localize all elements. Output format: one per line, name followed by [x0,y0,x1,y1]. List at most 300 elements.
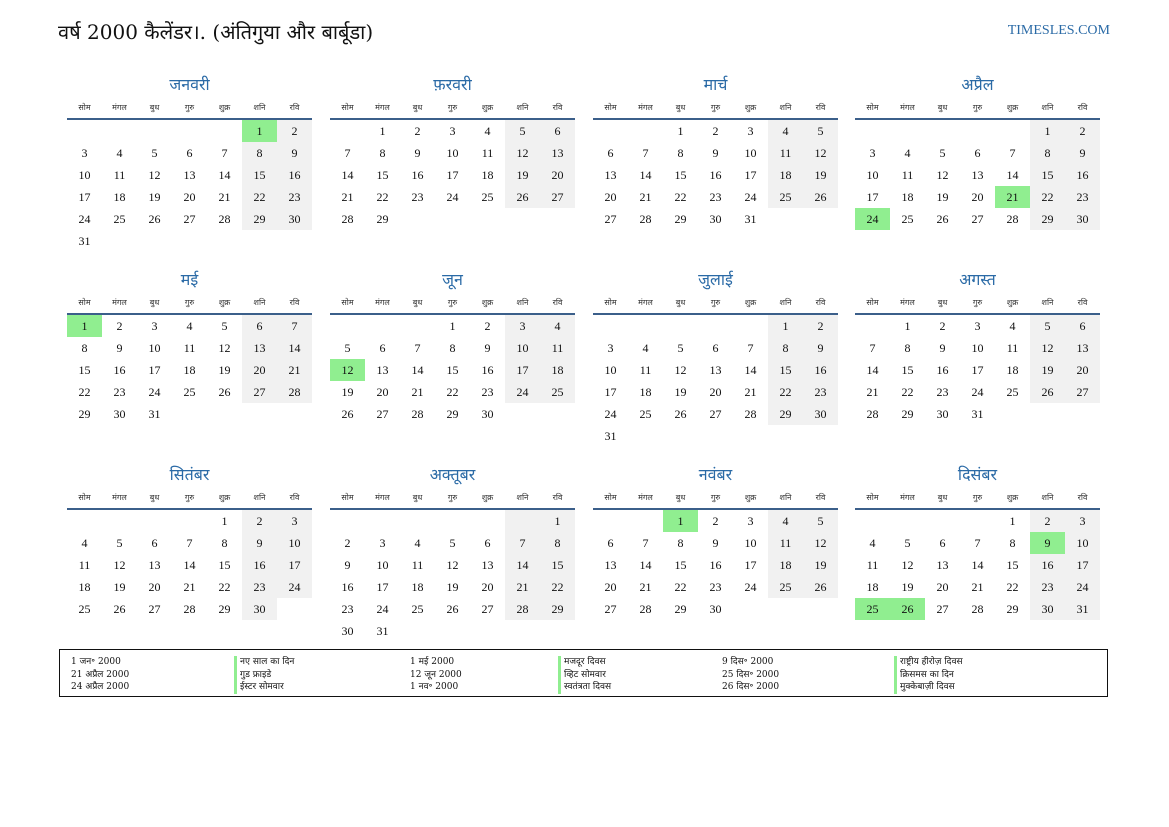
day-cell: 29 [1030,208,1065,230]
day-cell: 6 [186,146,193,160]
day-cell: 13 [242,337,277,359]
day-cell: 22 [218,580,231,594]
day-cell: 7 [642,536,649,550]
empty-cell [960,510,995,532]
day-cell: 8 [1030,142,1065,164]
day-cell: 2 [277,120,312,142]
day-cell: 26 [341,407,354,421]
day-cell: 1 [379,124,386,138]
day-cell: 14 [639,168,652,182]
day-cell: 18 [639,385,652,399]
day-cell: 8 [768,337,803,359]
day-cell: 22 [674,580,687,594]
holiday-names-column [234,656,294,694]
weekday-label: मंगल [900,103,915,112]
day-cell: 15 [218,558,231,572]
holiday-name: ईस्टर सोमवार [234,681,294,694]
day-grid [855,510,1100,620]
day-cell: 15 [78,363,91,377]
day-cell: 21 [866,385,879,399]
empty-cell [330,120,365,142]
weekday-label: बुध [675,493,686,502]
day-cell: 27 [971,212,984,226]
weekday-label: रवि [1077,493,1088,502]
day-cell: 5 [677,341,684,355]
day-cell: 19 [803,554,838,576]
day-cell: 3 [747,124,754,138]
day-cell: 23 [709,190,722,204]
weekday-label: बुध [149,103,160,112]
day-cell: 15 [674,558,687,572]
weekday-label: शनि [253,493,266,502]
day-cell: 8 [221,536,228,550]
weekday-label: शुक्र [744,298,757,307]
weekday-label: रवि [815,298,826,307]
day-cell: 16 [709,558,722,572]
month-name: फ़रवरी [433,75,472,94]
day-cell: 19 [936,190,949,204]
holiday-day-cell: 1 [242,120,277,142]
day-cell: 26 [1030,381,1065,403]
day-cell: 20 [709,385,722,399]
day-cell: 18 [768,554,803,576]
day-cell: 12 [1030,337,1065,359]
day-cell: 28 [183,602,196,616]
weekday-header [67,293,312,315]
weekday-label: रवि [1077,103,1088,112]
weekday-label: शनि [516,493,529,502]
day-cell: 19 [148,190,161,204]
holiday-date: 1 मई 2000 [410,657,455,667]
empty-cell [505,510,540,532]
day-cell: 16 [1065,164,1100,186]
day-cell: 2 [414,124,421,138]
weekday-label: मंगल [638,103,653,112]
day-cell: 2 [1065,120,1100,142]
day-cell: 12 [803,142,838,164]
day-cell: 12 [936,168,949,182]
day-cell: 19 [901,580,914,594]
day-cell: 10 [78,168,91,182]
day-cell: 30 [803,403,838,425]
day-cell: 14 [183,558,196,572]
day-grid [330,315,575,425]
month-name: नवंबर [698,465,733,484]
weekday-label: बुध [675,103,686,112]
day-cell: 22 [1030,186,1065,208]
day-cell: 16 [242,554,277,576]
day-cell: 3 [974,319,981,333]
day-cell: 14 [341,168,354,182]
day-cell: 29 [901,407,914,421]
day-cell: 25 [768,576,803,598]
empty-cell [435,510,470,532]
day-cell: 17 [744,558,757,572]
day-cell: 9 [803,337,838,359]
weekday-label: शुक्र [1006,493,1019,502]
day-cell: 8 [677,536,684,550]
weekday-label: बुध [937,298,948,307]
day-cell: 26 [113,602,126,616]
day-cell: 24 [1065,576,1100,598]
day-cell: 23 [113,385,126,399]
weekday-label: मंगल [112,103,127,112]
weekday-header [67,488,312,510]
calendar-months [67,72,1103,642]
day-grid [593,510,838,620]
weekday-header [330,98,575,120]
holiday-date: 21 अप्रैल 2000 [71,669,130,680]
holiday-date: 26 दिस॰ 2000 [722,682,780,692]
empty-cell [67,120,102,142]
weekday-label: रवि [815,103,826,112]
month-block [67,267,312,425]
day-cell: 17 [446,168,459,182]
day-cell: 8 [540,532,575,554]
month-name: मई [180,270,199,289]
weekday-header [330,488,575,510]
weekday-header [855,293,1100,315]
month-name: जून [442,270,463,289]
day-cell: 7 [505,532,540,554]
weekday-label: गुरु [710,103,721,112]
weekday-label: शनि [1041,493,1054,502]
day-cell: 2 [116,319,123,333]
day-cell: 12 [505,142,540,164]
day-cell: 16 [411,168,424,182]
holiday-day-cell: 26 [890,598,925,620]
day-cell: 4 [768,510,803,532]
weekday-label: बुध [937,493,948,502]
day-cell: 13 [481,558,494,572]
day-cell: 29 [674,212,687,226]
day-cell: 12 [148,168,161,182]
day-cell: 25 [78,602,91,616]
day-cell: 26 [803,186,838,208]
day-cell: 8 [904,341,911,355]
empty-cell [855,510,890,532]
day-cell: 2 [803,315,838,337]
day-cell: 24 [744,580,757,594]
day-cell: 10 [376,558,389,572]
day-grid [67,120,312,252]
day-cell: 2 [344,536,351,550]
weekday-label: गुरु [972,103,983,112]
day-cell: 16 [277,164,312,186]
weekday-header [855,98,1100,120]
day-cell: 20 [540,164,575,186]
day-cell: 29 [446,407,459,421]
weekday-label: शनि [779,298,792,307]
site-link[interactable]: TIMESLES.COM [1007,23,1110,38]
month-block [855,462,1100,620]
day-cell: 19 [505,164,540,186]
day-cell: 8 [1009,536,1016,550]
weekday-label: बुध [412,103,423,112]
day-cell: 21 [639,190,652,204]
day-cell: 21 [505,576,540,598]
day-cell: 20 [604,580,617,594]
day-cell: 30 [242,598,277,620]
day-cell: 30 [1065,208,1100,230]
day-cell: 7 [1009,146,1016,160]
empty-cell [855,120,890,142]
month-name: जुलाई [698,270,733,289]
holiday-dates-column [71,656,129,694]
empty-cell [593,510,628,532]
weekday-label: सोम [866,493,879,502]
day-cell: 7 [747,341,754,355]
day-cell: 24 [604,407,617,421]
day-cell: 31 [78,234,91,248]
day-cell: 28 [971,602,984,616]
day-cell: 1 [449,319,456,333]
day-cell: 9 [116,341,123,355]
day-cell: 18 [1006,363,1019,377]
day-cell: 14 [218,168,231,182]
day-cell: 25 [540,381,575,403]
day-cell: 27 [604,212,617,226]
empty-cell [925,510,960,532]
day-cell: 23 [803,381,838,403]
day-cell: 26 [936,212,949,226]
day-cell: 7 [186,536,193,550]
day-cell: 2 [712,124,719,138]
holiday-dates-column [722,656,779,694]
empty-cell [890,510,925,532]
day-cell: 9 [939,341,946,355]
day-cell: 10 [148,341,161,355]
holiday-date: 12 जून 2000 [410,669,462,680]
day-cell: 27 [604,602,617,616]
day-cell: 9 [1065,142,1100,164]
day-cell: 6 [151,536,158,550]
day-cell: 11 [183,341,196,355]
day-cell: 21 [218,190,231,204]
weekday-label: शुक्र [744,103,757,112]
day-cell: 16 [709,168,722,182]
empty-cell [67,510,102,532]
day-cell: 10 [744,146,757,160]
day-cell: 17 [971,363,984,377]
day-cell: 22 [540,576,575,598]
day-cell: 21 [971,580,984,594]
day-cell: 26 [505,186,540,208]
day-cell: 15 [376,168,389,182]
day-cell: 19 [113,580,126,594]
day-cell: 18 [113,190,126,204]
day-grid [593,315,838,447]
day-cell: 13 [709,363,722,377]
day-cell: 17 [376,580,389,594]
holiday-name: मजदूर दिवस [558,656,611,669]
weekday-label: रवि [815,493,826,502]
weekday-label: सोम [341,493,354,502]
day-cell: 10 [446,146,459,160]
day-cell: 3 [379,536,386,550]
day-grid [67,510,312,620]
weekday-label: सोम [604,493,617,502]
day-cell: 25 [639,407,652,421]
day-cell: 13 [971,168,984,182]
day-cell: 6 [540,120,575,142]
day-cell: 2 [939,319,946,333]
holiday-date: 9 दिस॰ 2000 [722,657,774,667]
day-cell: 2 [484,319,491,333]
day-cell: 23 [936,385,949,399]
day-cell: 5 [1030,315,1065,337]
day-cell: 11 [78,558,91,572]
day-cell: 24 [78,212,91,226]
weekday-label: सोम [341,103,354,112]
weekday-label: शुक्र [1006,103,1019,112]
day-grid [593,120,838,230]
day-cell: 23 [481,385,494,399]
holiday-day-cell: 1 [663,510,698,532]
day-cell: 25 [183,385,196,399]
day-cell: 30 [277,208,312,230]
day-cell: 30 [113,407,126,421]
day-cell: 29 [78,407,91,421]
weekday-label: सोम [78,103,91,112]
day-cell: 8 [677,146,684,160]
empty-cell [102,120,137,142]
day-cell: 16 [1030,554,1065,576]
day-cell: 22 [242,186,277,208]
day-cell: 11 [901,168,914,182]
day-cell: 1 [221,514,228,528]
day-cell: 19 [341,385,354,399]
weekday-header [67,98,312,120]
day-cell: 13 [148,558,161,572]
day-cell: 10 [971,341,984,355]
day-cell: 26 [218,385,231,399]
weekday-label: गुरु [184,493,195,502]
holiday-name: स्वतंत्रता दिवस [558,681,611,694]
empty-cell [593,315,628,337]
day-cell: 13 [1065,337,1100,359]
day-grid [67,315,312,425]
day-cell: 9 [712,536,719,550]
weekday-label: मंगल [900,298,915,307]
day-cell: 10 [604,363,617,377]
weekday-label: शुक्र [218,298,231,307]
day-cell: 4 [869,536,876,550]
holiday-day-cell: 1 [67,315,102,337]
day-cell: 20 [376,385,389,399]
day-cell: 19 [1030,359,1065,381]
day-cell: 15 [768,359,803,381]
day-cell: 31 [148,407,161,421]
day-cell: 4 [484,124,491,138]
empty-cell [207,120,242,142]
day-cell: 5 [505,120,540,142]
day-cell: 27 [936,602,949,616]
weekday-label: बुध [412,493,423,502]
day-cell: 12 [218,341,231,355]
day-cell: 6 [607,146,614,160]
weekday-label: गुरु [447,298,458,307]
weekday-label: गुरु [972,298,983,307]
day-cell: 24 [971,385,984,399]
weekday-label: मंगल [375,493,390,502]
weekday-label: शुक्र [481,103,494,112]
holiday-name: क्रिसमस का दिन [894,669,963,682]
day-cell: 28 [505,598,540,620]
weekday-label: मंगल [900,493,915,502]
day-cell: 10 [866,168,879,182]
day-cell: 20 [148,580,161,594]
day-cell: 30 [341,624,354,638]
weekday-label: गुरु [184,103,195,112]
holiday-day-cell: 12 [330,359,365,381]
day-cell: 1 [1030,120,1065,142]
day-cell: 18 [481,168,494,182]
page-title: वर्ष 2000 कैलेंडर।. (अंतिगुया और बार्बूडा) [58,20,374,44]
day-cell: 17 [604,385,617,399]
day-cell: 13 [604,168,617,182]
day-cell: 27 [709,407,722,421]
day-cell: 31 [376,624,389,638]
day-cell: 14 [1006,168,1019,182]
day-cell: 21 [744,385,757,399]
day-cell: 5 [449,536,456,550]
day-cell: 3 [151,319,158,333]
day-cell: 3 [607,341,614,355]
day-cell: 21 [411,385,424,399]
day-cell: 9 [344,558,351,572]
day-cell: 15 [540,554,575,576]
weekday-label: रवि [552,493,563,502]
day-cell: 3 [1065,510,1100,532]
day-cell: 7 [642,146,649,160]
empty-cell [628,120,663,142]
day-cell: 19 [446,580,459,594]
weekday-label: सोम [866,103,879,112]
empty-cell [365,510,400,532]
day-cell: 28 [1006,212,1019,226]
day-cell: 27 [1065,381,1100,403]
weekday-label: सोम [866,298,879,307]
weekday-label: शुक्र [481,493,494,502]
empty-cell [628,315,663,337]
weekday-label: मंगल [375,298,390,307]
weekday-label: बुध [937,103,948,112]
day-cell: 27 [481,602,494,616]
holiday-names-column [558,656,611,694]
day-cell: 29 [242,208,277,230]
day-cell: 7 [344,146,351,160]
empty-cell [925,120,960,142]
day-grid [330,510,575,642]
day-cell: 12 [446,558,459,572]
day-cell: 5 [803,120,838,142]
day-cell: 13 [604,558,617,572]
weekday-label: सोम [78,493,91,502]
month-block [855,267,1100,425]
weekday-label: रवि [552,103,563,112]
day-cell: 14 [277,337,312,359]
day-cell: 24 [376,602,389,616]
day-grid [855,120,1100,230]
day-cell: 17 [505,359,540,381]
day-cell: 11 [1006,341,1019,355]
day-cell: 10 [277,532,312,554]
day-cell: 23 [1065,186,1100,208]
empty-cell [593,120,628,142]
day-cell: 14 [971,558,984,572]
day-cell: 27 [540,186,575,208]
